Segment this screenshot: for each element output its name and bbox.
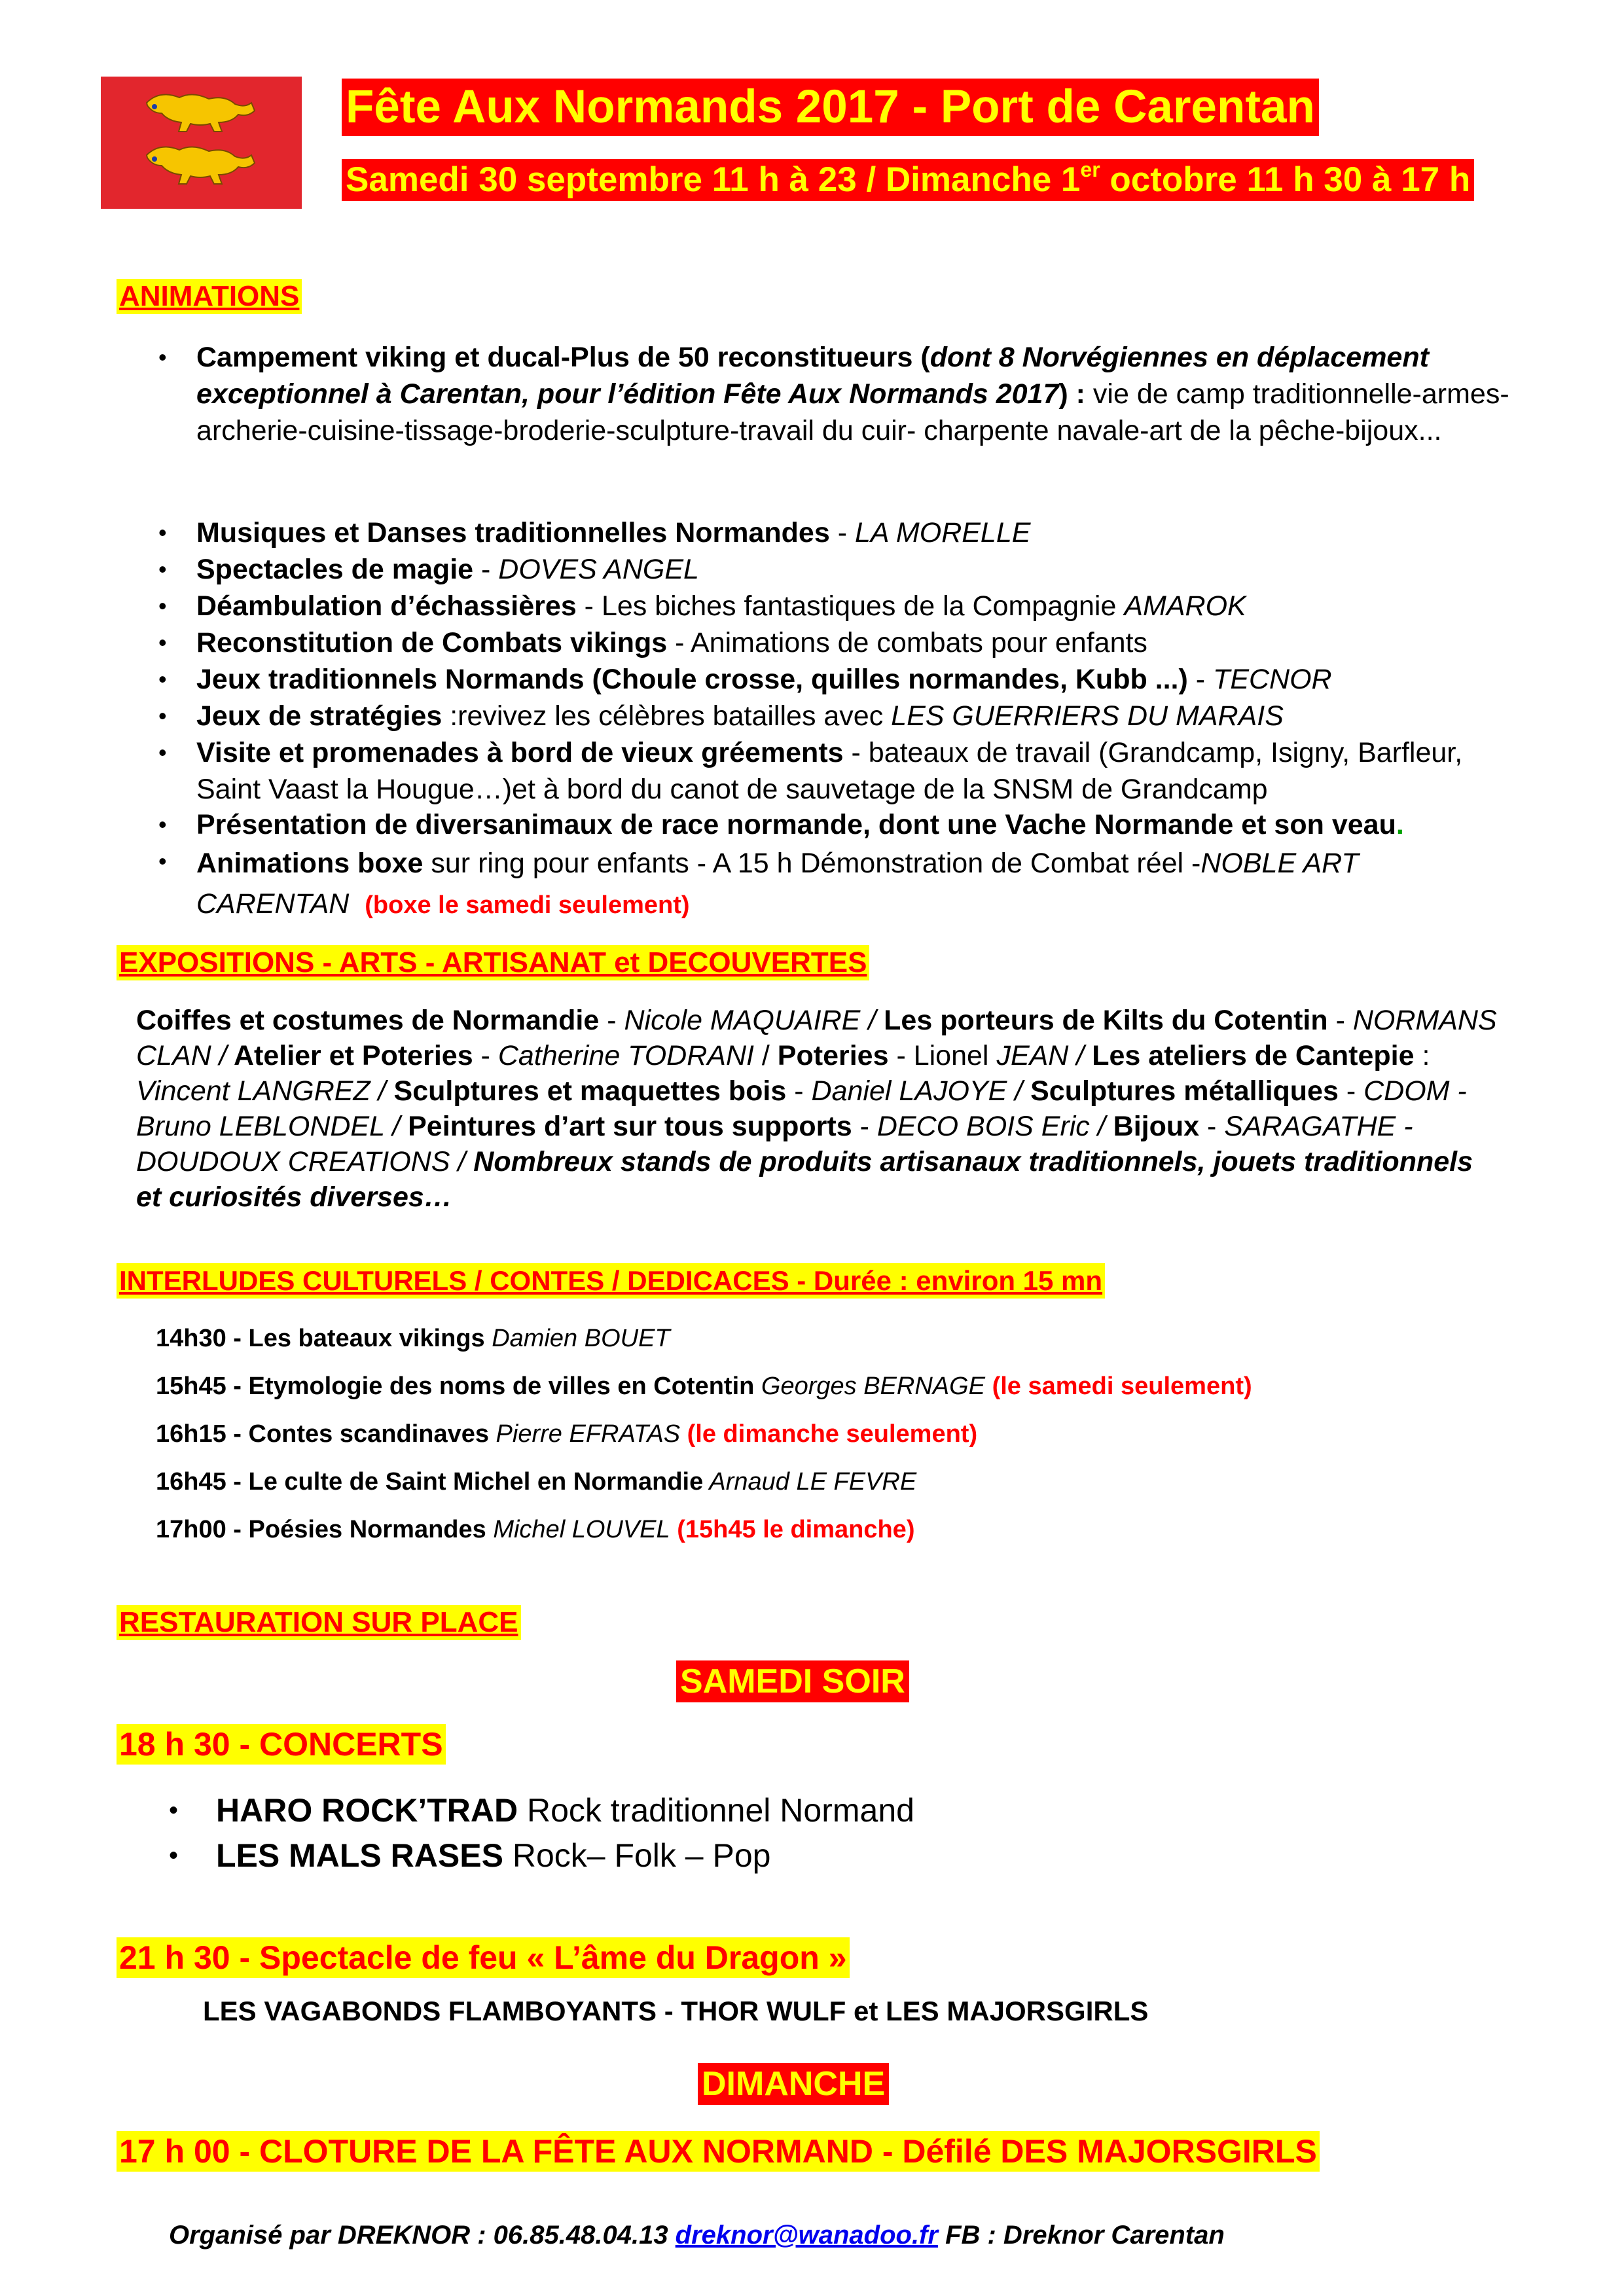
list-item: Animations boxe sur ring pour enfants - A 15 h Démonstration de Combat réel -NOBLE ART CARENTAN (boxe le samedi seulement) <box>196 848 1359 920</box>
list-item: Jeux traditionnels Normands (Choule crosse, quilles normandes, Kubb ...) - TECNOR <box>196 664 1332 695</box>
section-heading-animations: ANIMATIONS <box>117 279 302 314</box>
samedi-soir-label: SAMEDI SOIR <box>676 1660 909 1702</box>
expositions-text: Coiffes et costumes de Normandie - Nicole MAQUAIRE / Les porteurs de Kilts du Cotentin - NORMANS CLAN / Atelier et Poteries - Catherine TODRANI / Poteries - Lionel JEAN / Les ateliers de Cantepie : Vincent LANGREZ / Sculptures et maquettes bois - Daniel LAJOYE / Sculptures métalliques - CDOM - Bruno LEBLONDEL / Peintures d’art sur tous supports - DECO BOIS Eric / Bijoux - SARAGATHE - DOUDOUX CREATIONS / Nombreux stands de produits artisanaux traditionnels, jouets traditionnels et curiosités diverses… <box>136 1005 1497 1213</box>
bullet-icon: • <box>158 344 167 370</box>
email-link[interactable]: dreknor@wanadoo.fr <box>675 2221 938 2250</box>
section-heading-interludes: INTERLUDES CULTURELS / CONTES / DEDICACES - Durée : environ 15 mn <box>117 1263 1105 1299</box>
list-item: 17h00 - Poésies Normandes Michel LOUVEL (15h45 le dimanche) <box>156 1516 915 1543</box>
fire-show-heading: 21 h 30 - Spectacle de feu « L’âme du Dragon » <box>117 1937 850 1978</box>
list-item: Présentation de diversanimaux de race normande, dont une Vache Normande et son veau. <box>196 809 1404 840</box>
bullet-icon: • <box>158 739 167 766</box>
list-item: Visite et promenades à bord de vieux gréements - bateaux de travail (Grandcamp, Isigny, Barfleur, Saint Vaast la Hougue…)et à bord du canot de sauvetage de la SNSM de Grandcamp <box>196 737 1463 805</box>
list-item: Spectacles de magie - DOVES ANGEL <box>196 554 699 585</box>
list-item: 14h30 - Les bateaux vikings Damien BOUET <box>156 1325 670 1352</box>
bullet-icon: • <box>169 1796 179 1825</box>
event-dates: Samedi 30 septembre 11 h à 23 / Dimanche 1er octobre 11 h 30 à 17 h <box>342 159 1474 201</box>
list-item: 16h45 - Le culte de Saint Michel en Normandie Arnaud LE FEVRE <box>156 1468 917 1496</box>
list-item: LES MALS RASES Rock– Folk – Pop <box>216 1837 771 1874</box>
bullet-icon: • <box>158 592 167 619</box>
section-heading-expositions: EXPOSITIONS - ARTS - ARTISANAT et DECOUVERTES <box>117 945 869 980</box>
normandy-flag-logo <box>101 77 302 209</box>
list-item: HARO ROCK’TRAD Rock traditionnel Normand <box>216 1792 914 1829</box>
bullet-icon: • <box>158 629 167 656</box>
dimanche-label: DIMANCHE <box>698 2063 889 2105</box>
list-item: Jeux de stratégies :revivez les célèbres batailles avec LES GUERRIERS DU MARAIS <box>196 700 1284 732</box>
list-item: 16h15 - Contes scandinaves Pierre EFRATAS (le dimanche seulement) <box>156 1420 978 1448</box>
list-item: 15h45 - Etymologie des noms de villes en Cotentin Georges BERNAGE (le samedi seulement) <box>156 1372 1252 1400</box>
page-title: Fête Aux Normands 2017 - Port de Carentan <box>342 79 1319 136</box>
bullet-icon: • <box>158 556 167 583</box>
footer-organizer: Organisé par DREKNOR : 06.85.48.04.13 dreknor@wanadoo.fr FB : Dreknor Carentan <box>169 2221 1225 2250</box>
bullet-icon: • <box>158 519 167 546</box>
list-item: Reconstitution de Combats vikings - Animations de combats pour enfants <box>196 627 1147 658</box>
bullet-icon: • <box>169 1841 179 1870</box>
bullet-icon: • <box>158 811 167 838</box>
bullet-icon: • <box>158 666 167 692</box>
bullet-icon: • <box>158 702 167 729</box>
list-item: Campement viking et ducal-Plus de 50 reconstitueurs (dont 8 Norvégiennes en déplacement exceptionnel à Carentan, pour l’édition Fête Aux Normands 2017) : vie de camp traditionnelle-armes-archerie-cuisine-tissage-broderie-sculpture-travail du cuir- charpente navale-art de la pêche-bijoux... <box>196 342 1509 446</box>
list-item: Musiques et Danses traditionnelles Normandes - LA MORELLE <box>196 517 1031 548</box>
bullet-icon: • <box>158 848 167 874</box>
section-heading-restauration: RESTAURATION SUR PLACE <box>117 1605 521 1640</box>
concerts-heading: 18 h 30 - CONCERTS <box>117 1724 446 1765</box>
closing-heading: 17 h 00 - CLOTURE DE LA FÊTE AUX NORMAND - Défilé DES MAJORSGIRLS <box>117 2131 1320 2172</box>
fire-show-performers: LES VAGABONDS FLAMBOYANTS - THOR WULF et LES MAJORSGIRLS <box>203 1996 1149 2026</box>
list-item: Déambulation d’échassières - Les biches fantastiques de la Compagnie AMAROK <box>196 590 1246 622</box>
